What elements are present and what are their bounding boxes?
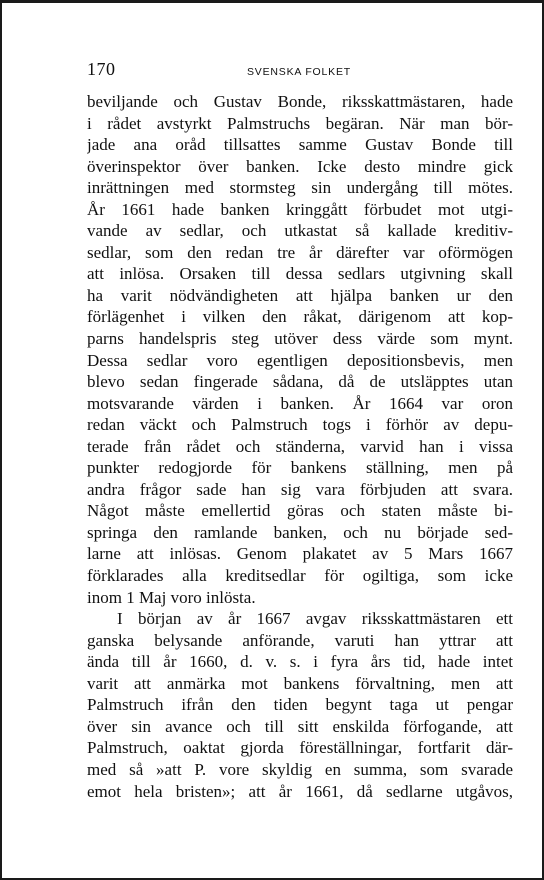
text-line: Palmstruch, oaktat gjorda föreställningar, fortfarit där- [87, 738, 513, 758]
text-line: varit att anmärka mot bankens förvaltning, men att [87, 673, 513, 693]
text-line: blevo sedan fingerade sådana, då de utsläpptes utan [87, 372, 513, 392]
text-line: i rådet avstyrkt Palmstruchs begäran. När man bör- [87, 113, 513, 133]
text-line: jade ana oråd tillsattes samme Gustav Bonde till [87, 135, 513, 155]
text-line: vande av sedlar, och utkastat så kallade kreditiv- [87, 221, 513, 241]
text-line: förlägenhet i vilken den råkat, därigenom att kop- [87, 307, 513, 327]
text-line: terade från rådet och ständerna, varvid han i vissa [87, 436, 513, 456]
paragraph-end-line: inom 1 Maj voro inlösta. [87, 587, 256, 607]
text-line: ganska belysande anförande, varuti han yttrar att [87, 630, 513, 650]
text-line: beviljande och Gustav Bonde, riksskattmästaren, hade [87, 92, 513, 111]
text-line: Dessa sedlar voro egentligen depositionsbevis, men [87, 350, 513, 370]
page-number: 170 [87, 59, 116, 79]
text-line: inrättningen med stormsteg sin undergång till mötes. [87, 178, 513, 198]
scan-border-left [0, 0, 2, 880]
text-line: Palmstruch ifrån den tiden begynt taga ut pengar [87, 695, 513, 715]
text-line: över sin avance och till sitt enskilda förfogande, att [87, 716, 513, 736]
text-line: motsvarande värden i banken. År 1664 var oron [87, 393, 513, 413]
text-line: redan väckt och Palmstruch togs i förhör av depu- [87, 415, 513, 435]
text-line: med så »att P. vore skyldig en summa, som svarade [87, 759, 513, 779]
text-line: larne att inlösas. Genom plakatet av 5 Mars 1667 [87, 544, 513, 564]
text-line: förklarades alla kreditsedlar för ogiltiga, som icke [87, 566, 513, 586]
page-header [87, 59, 513, 83]
text-line: Något måste emellertid göras och staten måste bi- [87, 501, 513, 521]
text-line: ända till år 1660, d. v. s. i fyra års tid, hade intet [87, 652, 513, 672]
body-text [87, 91, 513, 802]
scan-border-top [0, 0, 544, 3]
text-line: ha varit nödvändigheten att hjälpa banken ur den [87, 285, 513, 305]
text-line: andra frågor sade han sig vara förbjuden att svara. [87, 479, 513, 499]
paragraph-start-line: I början av år 1667 avgav riksskattmästaren ett [117, 609, 513, 629]
text-line: År 1661 hade banken kringgått förbudet mot utgi- [87, 199, 513, 219]
text-line: att inlösa. Orsaken till dessa sedlars utgivning skall [87, 264, 513, 284]
text-line: punkter redogjorde för bankens ställning, men på [87, 458, 513, 478]
text-line: sedlar, som den redan tre år därefter var oförmögen [87, 242, 513, 262]
text-line: överinspektor över banken. Icke desto mindre gick [87, 156, 513, 176]
text-line: emot hela bristen»; att år 1661, då sedlarne utgåvos, [87, 781, 513, 801]
running-head: SVENSKA FOLKET [247, 66, 351, 78]
text-line: parns handelspris steg utöver dess värde som mynt. [87, 329, 513, 349]
text-line: springa den ramlande banken, och nu började sed- [87, 522, 513, 542]
